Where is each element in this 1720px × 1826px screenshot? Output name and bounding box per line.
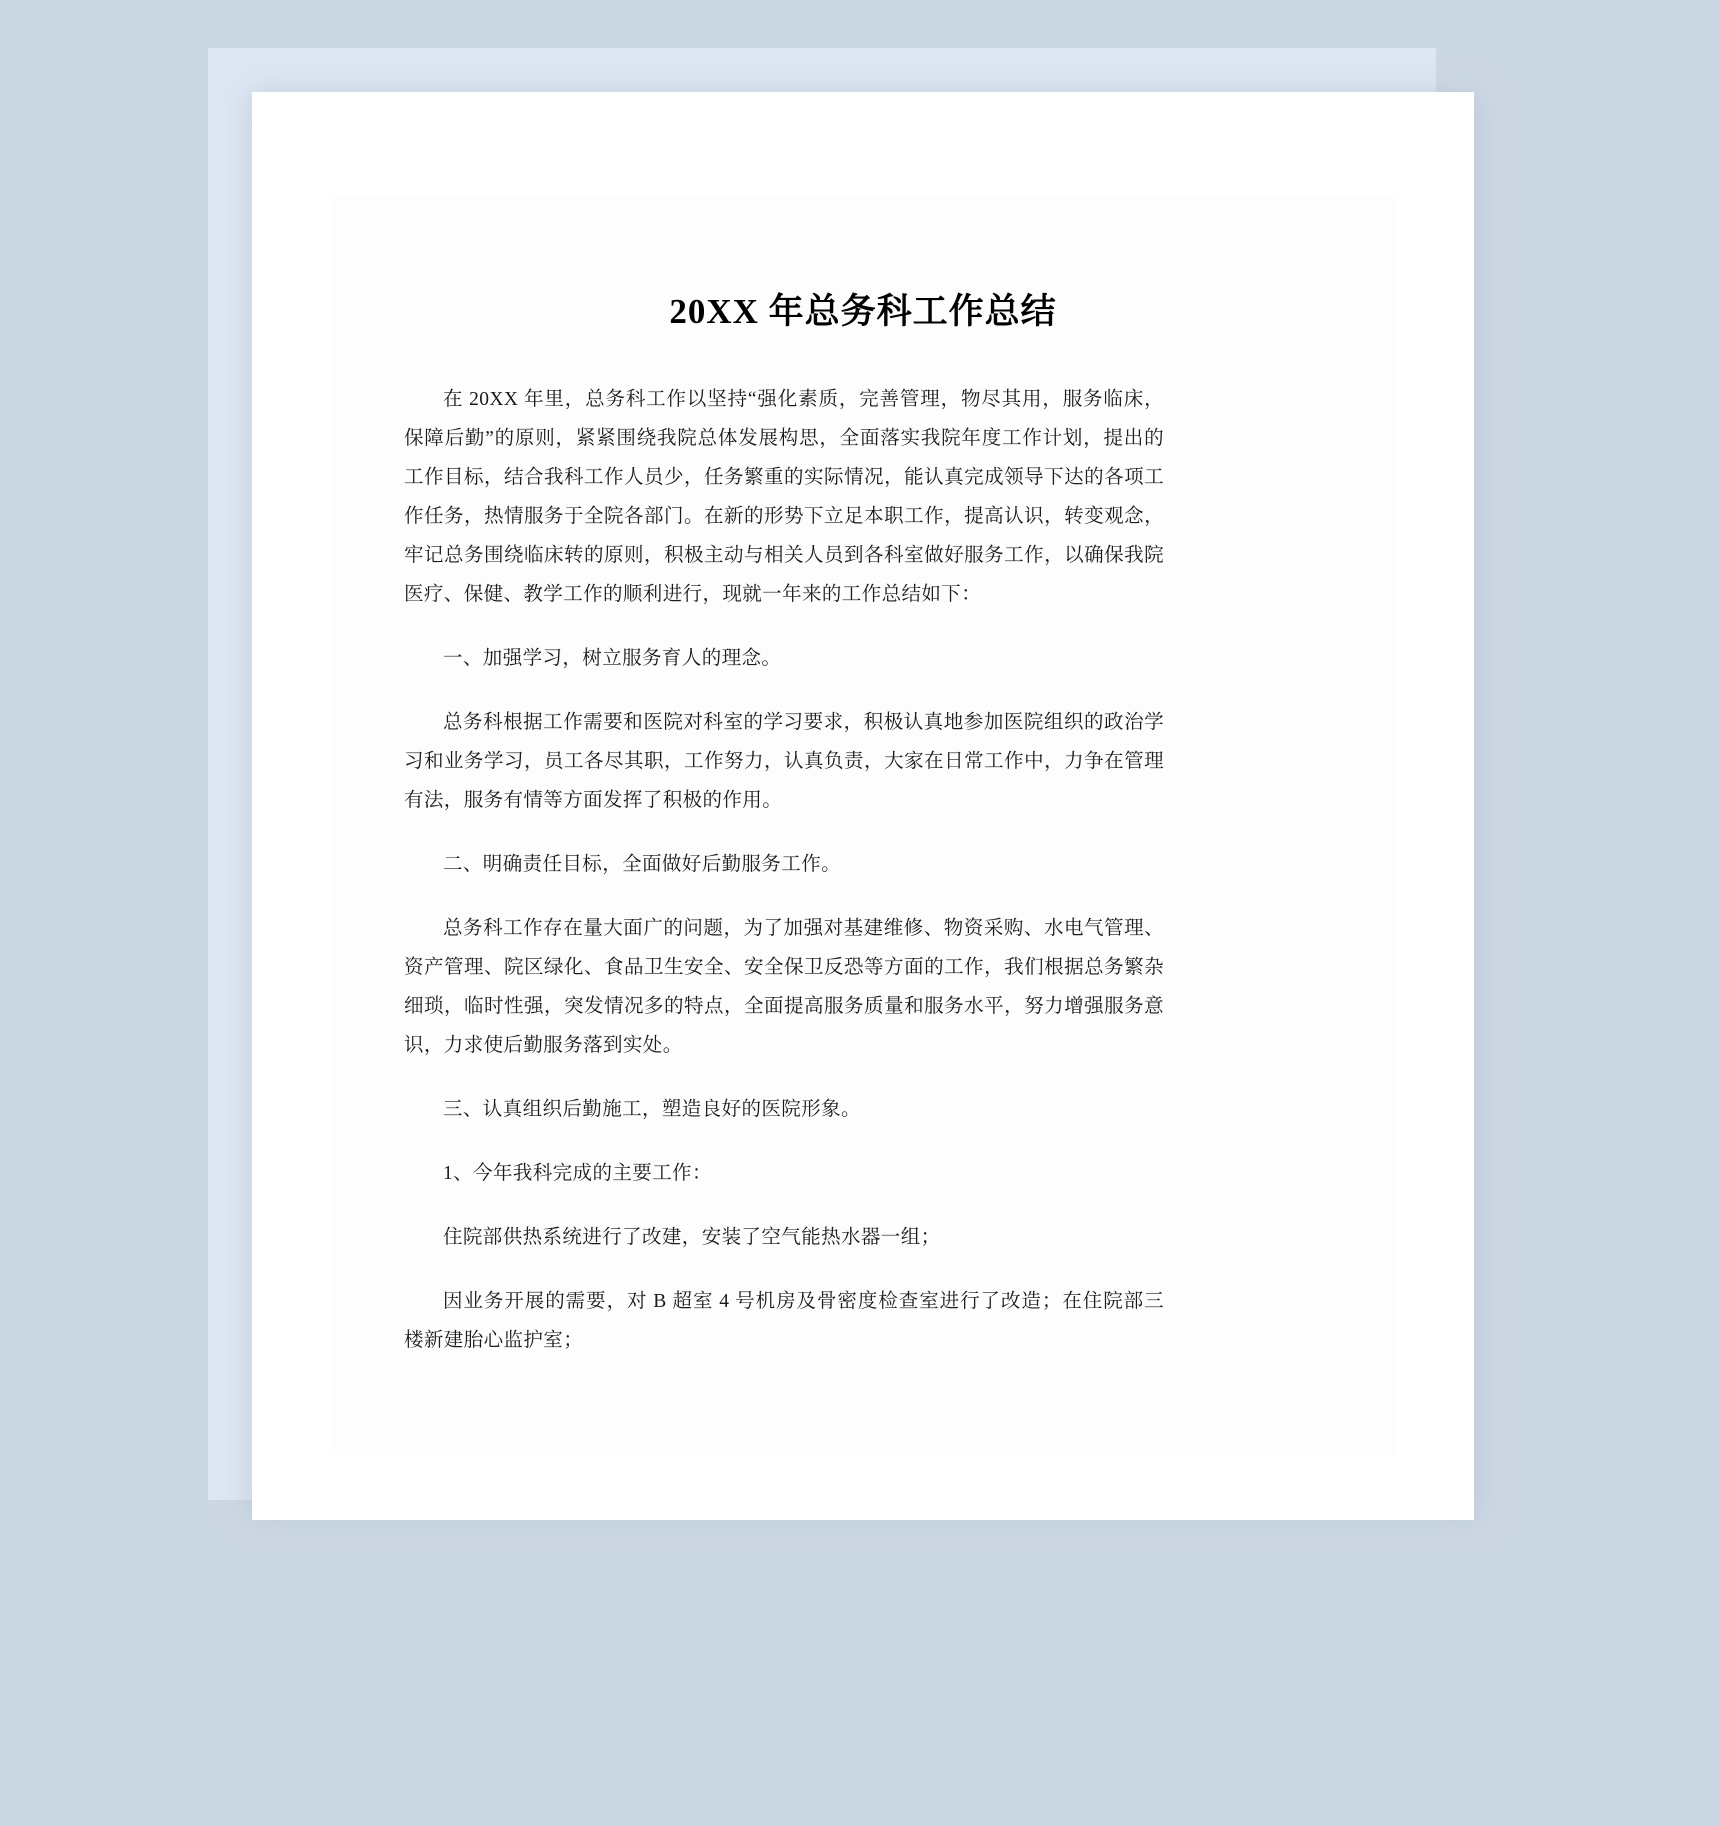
paragraph: 一、加强学习，树立服务育人的理念。 [443,648,782,669]
paragraph: 住院部供热系统进行了改建，安装了空气能热水器一组； [443,1227,941,1248]
paragraph: 总务科根据工作需要和医院对科室的学习要求，积极认真地参加医院组织的政治学习和业务学习，员工各尽其职，工作努力，认真负责，大家在日常工作中，力争在管理有法，服务有情等方面发挥了积极的作用。 [404,712,1164,811]
paragraph: 在 20XX 年里，总务科工作以坚持“强化素质，完善管理，物尽其用，服务临床，保障后勤”的原则，紧紧围绕我院总体发展构思，全面落实我院年度工作计划，提出的工作目标，结合我科工作人员少，任务繁重的实际情况，能认真完成领导下达的各项工作任务，热情服务于全院各部门。在新的形势下立足本职工作，提高认识，转变观念，牢记总务围绕临床转的原则，积极主动与相关人员到各科室做好服务工作，以确保我院医疗、保健、教学工作的顺利进行，现就一年来的工作总结如下： [404,389,1164,605]
document-body [404,380,1164,1360]
paragraph: 1、今年我科完成的主要工作： [443,1163,712,1184]
page-title: 20XX 年总务科工作总结 [669,292,1057,331]
paragraph: 总务科工作存在量大面广的问题，为了加强对基建维修、物资采购、水电气管理、资产管理、院区绿化、食品卫生安全、安全保卫反恐等方面的工作，我们根据总务繁杂细琐，临时性强，突发情况多的特点，全面提高服务质量和服务水平，努力增强服务意识，力求使后勤服务落到实处。 [404,918,1164,1056]
document-page [252,92,1474,1520]
paragraph: 因业务开展的需要，对 B 超室 4 号机房及骨密度检查室进行了改造；在住院部三楼新建胎心监护室； [404,1291,1164,1351]
paragraph: 二、明确责任目标，全面做好后勤服务工作。 [443,854,842,875]
paragraph: 三、认真组织后勤施工，塑造良好的医院形象。 [443,1099,861,1120]
